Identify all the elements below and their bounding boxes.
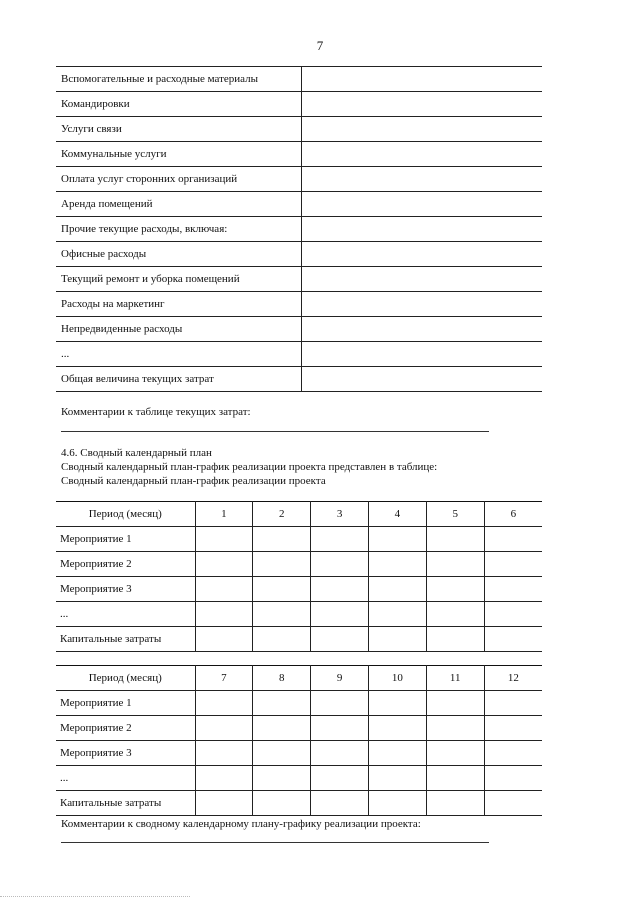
table-cell	[426, 527, 484, 552]
table-cell	[426, 577, 484, 602]
table-row	[56, 741, 542, 766]
costs-comment-line	[61, 431, 489, 432]
table-cell	[195, 716, 253, 741]
table-row	[56, 577, 542, 602]
table-cell	[368, 716, 426, 741]
table-cell	[484, 527, 542, 552]
month-header: 5	[426, 502, 484, 527]
table-row	[56, 92, 542, 117]
page-number: 7	[316, 38, 324, 53]
table-cell	[368, 577, 426, 602]
table-cell	[484, 716, 542, 741]
cost-value-cell	[302, 192, 543, 217]
table-row	[56, 367, 542, 392]
table-row	[56, 242, 542, 267]
table-cell	[368, 791, 426, 816]
current-costs-table	[56, 66, 542, 392]
activity-label: Капитальные затраты	[56, 627, 195, 652]
table-cell	[253, 691, 311, 716]
table-header-row	[56, 502, 542, 527]
plan-table-months-7-12	[56, 665, 542, 816]
section-intro: Сводный календарный план-график реализации проекта представлен в таблице:	[61, 461, 438, 473]
plan-comment-line	[61, 842, 489, 843]
cost-item-label: Непредвиденные расходы	[56, 317, 302, 342]
table-row	[56, 716, 542, 741]
cost-value-cell	[302, 292, 543, 317]
table-row	[56, 267, 542, 292]
table-cell	[311, 766, 369, 791]
month-header: 7	[195, 666, 253, 691]
table-cell	[484, 627, 542, 652]
table-cell	[253, 577, 311, 602]
activity-label: ...	[56, 766, 195, 791]
month-header: 9	[311, 666, 369, 691]
table-cell	[195, 552, 253, 577]
table-cell	[195, 577, 253, 602]
activity-label: Мероприятие 3	[56, 577, 195, 602]
table-cell	[426, 691, 484, 716]
table-row	[56, 552, 542, 577]
table-cell	[484, 691, 542, 716]
table-cell	[484, 602, 542, 627]
costs-comment-label: Комментарии к таблице текущих затрат:	[61, 406, 251, 418]
table-caption: Сводный календарный план-график реализации проекта	[61, 475, 326, 487]
cost-value-cell	[302, 142, 543, 167]
plan-table-months-1-6	[56, 501, 542, 652]
table-cell	[195, 766, 253, 791]
month-header: 1	[195, 502, 253, 527]
cost-item-label: Расходы на маркетинг	[56, 292, 302, 317]
table-cell	[484, 766, 542, 791]
table-cell	[311, 791, 369, 816]
table-cell	[253, 602, 311, 627]
section-title: 4.6. Сводный календарный план	[61, 447, 212, 459]
cost-value-cell	[302, 267, 543, 292]
table-row	[56, 627, 542, 652]
table-cell	[426, 602, 484, 627]
table-cell	[368, 602, 426, 627]
table-cell	[311, 716, 369, 741]
table-cell	[195, 791, 253, 816]
table-cell	[311, 741, 369, 766]
cost-value-cell	[302, 242, 543, 267]
table-cell	[368, 766, 426, 791]
table-cell	[368, 741, 426, 766]
table-row	[56, 167, 542, 192]
table-cell	[195, 627, 253, 652]
table-cell	[253, 741, 311, 766]
table-cell	[368, 527, 426, 552]
cost-item-label: Общая величина текущих затрат	[56, 367, 302, 392]
cost-item-label: Офисные расходы	[56, 242, 302, 267]
table-cell	[484, 741, 542, 766]
month-header: 2	[253, 502, 311, 527]
table-cell	[253, 766, 311, 791]
month-header: 6	[484, 502, 542, 527]
cost-item-label: Текущий ремонт и уборка помещений	[56, 267, 302, 292]
table-cell	[484, 791, 542, 816]
table-row	[56, 117, 542, 142]
table-cell	[195, 527, 253, 552]
table-row	[56, 691, 542, 716]
month-header: 11	[426, 666, 484, 691]
table-cell	[311, 552, 369, 577]
activity-label: Мероприятие 3	[56, 741, 195, 766]
activity-label: Мероприятие 2	[56, 716, 195, 741]
cost-item-label: Коммунальные услуги	[56, 142, 302, 167]
table-cell	[311, 527, 369, 552]
cost-item-label: Командировки	[56, 92, 302, 117]
cost-value-cell	[302, 117, 543, 142]
table-cell	[426, 741, 484, 766]
month-header: 3	[311, 502, 369, 527]
table-cell	[311, 691, 369, 716]
activity-label: Мероприятие 1	[56, 691, 195, 716]
cost-value-cell	[302, 367, 543, 392]
table-row	[56, 217, 542, 242]
table-cell	[426, 627, 484, 652]
activity-label: ...	[56, 602, 195, 627]
month-header: 4	[368, 502, 426, 527]
table-cell	[311, 602, 369, 627]
table-cell	[368, 691, 426, 716]
table-row	[56, 317, 542, 342]
table-cell	[484, 552, 542, 577]
table-cell	[311, 577, 369, 602]
table-cell	[426, 791, 484, 816]
table-cell	[253, 716, 311, 741]
cost-value-cell	[302, 217, 543, 242]
cost-value-cell	[302, 92, 543, 117]
plan-comment-label: Комментарии к сводному календарному плану-графику реализации проекта:	[61, 818, 421, 830]
table-cell	[426, 766, 484, 791]
table-row	[56, 602, 542, 627]
table-cell	[368, 627, 426, 652]
table-cell	[253, 552, 311, 577]
table-cell	[484, 577, 542, 602]
table-row	[56, 791, 542, 816]
period-header: Период (месяц)	[56, 502, 195, 527]
cost-item-label: Оплата услуг сторонних организаций	[56, 167, 302, 192]
table-cell	[253, 627, 311, 652]
table-cell	[195, 741, 253, 766]
activity-label: Мероприятие 2	[56, 552, 195, 577]
cost-value-cell	[302, 167, 543, 192]
table-row	[56, 67, 542, 92]
table-cell	[368, 552, 426, 577]
activity-label: Капитальные затраты	[56, 791, 195, 816]
scan-artifact	[0, 896, 190, 897]
month-header: 12	[484, 666, 542, 691]
table-header-row	[56, 666, 542, 691]
table-row	[56, 527, 542, 552]
table-row	[56, 766, 542, 791]
table-row	[56, 192, 542, 217]
activity-label: Мероприятие 1	[56, 527, 195, 552]
table-row	[56, 142, 542, 167]
period-header: Период (месяц)	[56, 666, 195, 691]
cost-item-label: Аренда помещений	[56, 192, 302, 217]
table-cell	[311, 627, 369, 652]
cost-item-label: Прочие текущие расходы, включая:	[56, 217, 302, 242]
table-cell	[195, 691, 253, 716]
table-cell	[253, 527, 311, 552]
month-header: 10	[368, 666, 426, 691]
table-cell	[426, 716, 484, 741]
cost-item-label: ...	[56, 342, 302, 367]
table-cell	[426, 552, 484, 577]
cost-value-cell	[302, 317, 543, 342]
cost-item-label: Услуги связи	[56, 117, 302, 142]
month-header: 8	[253, 666, 311, 691]
cost-item-label: Вспомогательные и расходные материалы	[56, 67, 302, 92]
table-cell	[253, 791, 311, 816]
cost-value-cell	[302, 342, 543, 367]
table-cell	[195, 602, 253, 627]
table-row	[56, 342, 542, 367]
cost-value-cell	[302, 67, 543, 92]
table-row	[56, 292, 542, 317]
